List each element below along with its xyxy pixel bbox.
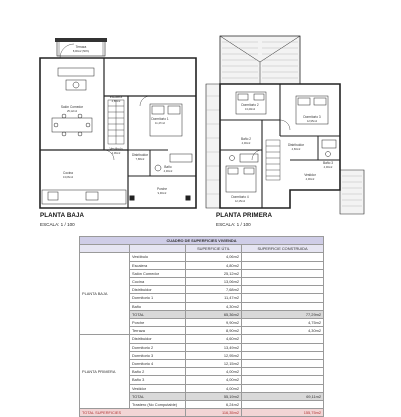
- roof-lower-right: [340, 170, 364, 214]
- room-area: 4,80m2: [111, 100, 121, 103]
- room-label: Dormitorio 3: [303, 115, 321, 119]
- room-area: 13,06m2: [62, 176, 74, 179]
- useful-value: 25,12m2: [186, 269, 242, 277]
- row-label: Escalera: [130, 261, 186, 269]
- room-label: Baño: [164, 165, 172, 169]
- first-plan-scale: ESCALA: 1 / 100: [216, 222, 251, 227]
- ground-plan-scale: ESCALA: 1 / 100: [40, 222, 75, 227]
- header-built: SUPERFICIE CONSTRUIDA: [242, 245, 324, 253]
- kitchen-furniture: [42, 190, 126, 204]
- row-label: TOTAL: [130, 310, 186, 318]
- built-value: [242, 294, 324, 302]
- built-value: 4,30m2: [242, 327, 324, 335]
- room-area: 4,60m2: [291, 148, 301, 151]
- built-value: [242, 401, 324, 409]
- room-area: 8,90m2 (50%): [72, 50, 90, 53]
- room-label: Terraza: [75, 45, 87, 49]
- room-area: 4,30m2: [163, 170, 173, 173]
- useful-value: 4,06m2: [186, 253, 242, 261]
- table-row: [80, 253, 324, 261]
- row-label: Terraza: [130, 327, 186, 335]
- header-useful: SUPERFICIE ÚTIL: [186, 245, 242, 253]
- useful-value: 8,90m2: [186, 327, 242, 335]
- row-label: Dormitorio 3: [130, 351, 186, 359]
- grand-total-built: 155,75m2: [242, 409, 324, 417]
- room-label: Porche: [156, 187, 168, 191]
- header-blank: [130, 245, 186, 253]
- useful-value: 13,49m2: [186, 343, 242, 351]
- area-table-body: [80, 237, 324, 417]
- porch-column: [130, 196, 134, 200]
- built-value: [242, 376, 324, 384]
- table-row: [80, 335, 324, 343]
- room-label: Vestíbulo: [109, 147, 123, 151]
- built-value: [242, 269, 324, 277]
- built-value: [242, 343, 324, 351]
- row-label: Dormitorio 4: [130, 360, 186, 368]
- door-swing: [252, 150, 262, 160]
- useful-value: 11,47m2: [186, 294, 242, 302]
- built-value: [242, 368, 324, 376]
- group-label: PLANTA PRIMERA: [80, 335, 130, 409]
- useful-value: 4,00m2: [186, 376, 242, 384]
- grand-total-useful: 116,35m2: [186, 409, 242, 417]
- area-table-wrap: [79, 236, 323, 416]
- row-label: Vestidor: [130, 384, 186, 392]
- row-label: Baño 3: [130, 376, 186, 384]
- built-value: [242, 351, 324, 359]
- terrace-pergola: [55, 38, 107, 42]
- built-value: [242, 360, 324, 368]
- table-title-row: [80, 237, 324, 245]
- table-grand-total-row: [80, 409, 324, 417]
- useful-value: 65,36m2: [186, 310, 242, 318]
- header-blank: [80, 245, 130, 253]
- room-label: Baño 3: [322, 161, 334, 165]
- room-area: 7,68m2: [135, 158, 145, 161]
- room-label: Salón Comedor: [60, 105, 84, 109]
- useful-value: 4,30m2: [186, 302, 242, 310]
- first-floor-plan: [206, 36, 364, 214]
- useful-value: 6,24m2: [186, 401, 242, 409]
- row-label: Dormitorio 2: [130, 343, 186, 351]
- row-label: Baño 2: [130, 368, 186, 376]
- room-area: 4,06m2: [111, 152, 121, 155]
- row-label: Baño: [130, 302, 186, 310]
- row-label: Porche: [130, 319, 186, 327]
- row-label: Trastero (No Computable): [130, 401, 186, 409]
- grand-total-label: TOTAL SUPERFICIES: [80, 409, 186, 417]
- built-value: [242, 253, 324, 261]
- row-label: Cocina: [130, 278, 186, 286]
- porch-column: [186, 196, 190, 200]
- room-area: 9,90m2: [157, 192, 167, 195]
- built-value: [242, 278, 324, 286]
- room-label: Dormitorio 4: [231, 195, 249, 199]
- useful-value: 7,68m2: [186, 286, 242, 294]
- built-value: [242, 302, 324, 310]
- useful-value: 4,00m2: [186, 384, 242, 392]
- room-area: 11,47m2: [155, 122, 165, 125]
- door-swing: [280, 120, 290, 130]
- room-area: 4,00m2: [323, 166, 333, 169]
- room-area: 4,00m2: [305, 178, 315, 181]
- room-label: Distribuidor: [131, 153, 149, 157]
- row-label: Distribuidor: [130, 335, 186, 343]
- table-header-row: [80, 245, 324, 253]
- door-swing: [140, 96, 150, 106]
- room-area: 13,49m2: [244, 108, 256, 111]
- room-label: Baño 2: [240, 137, 252, 141]
- bath-fixtures: [155, 154, 192, 171]
- room-label: Dormitorio 1: [151, 117, 169, 121]
- room-area: 4,00m2: [241, 142, 251, 145]
- built-value: 4,75m2: [242, 319, 324, 327]
- useful-value: 12,95m2: [186, 351, 242, 359]
- useful-value: 4,00m2: [186, 368, 242, 376]
- row-label: TOTAL: [130, 392, 186, 400]
- useful-value: 55,19m2: [186, 392, 242, 400]
- useful-value: 4,80m2: [186, 261, 242, 269]
- built-value: [242, 261, 324, 269]
- roof-upper: [220, 36, 300, 84]
- stair: [108, 100, 124, 144]
- group-label: PLANTA BAJA: [80, 253, 130, 335]
- room-area: 12,15m2: [234, 200, 246, 203]
- row-label: Salón Comedor: [130, 269, 186, 277]
- useful-value: 9,90m2: [186, 319, 242, 327]
- stair-first: [266, 140, 280, 180]
- built-value: 77,29m2: [242, 310, 324, 318]
- built-value: [242, 384, 324, 392]
- built-value: [242, 335, 324, 343]
- ground-plan-title: PLANTA BAJA: [40, 212, 85, 219]
- room-label: Escalera: [109, 95, 123, 99]
- room-label: Cocina: [63, 171, 73, 175]
- row-label: Dormitorio 1: [130, 294, 186, 302]
- table-title: CUADRO DE SUPERFICIES VIVIENDA: [80, 237, 324, 245]
- useful-value: 13,06m2: [186, 278, 242, 286]
- room-area: 25,12m2: [66, 110, 78, 113]
- ground-exterior-walls: [40, 58, 196, 208]
- room-label: Dormitorio 2: [241, 103, 259, 107]
- roof-lower-left: [206, 84, 220, 208]
- room-area: 12,95m2: [306, 120, 318, 123]
- row-label: Distribuidor: [130, 286, 186, 294]
- useful-value: 4,60m2: [186, 335, 242, 343]
- area-table: [79, 236, 324, 417]
- ground-floor-plan: [40, 38, 196, 208]
- built-value: [242, 286, 324, 294]
- room-label: Vestidor: [304, 173, 316, 177]
- bed-dormitorio-4: [226, 166, 256, 192]
- useful-value: 12,15m2: [186, 360, 242, 368]
- room-label: Distribuidor: [287, 143, 305, 147]
- first-plan-title: PLANTA PRIMERA: [216, 212, 273, 219]
- living-furniture: [52, 68, 94, 136]
- row-label: Vestíbulo: [130, 253, 186, 261]
- built-value: 69,11m2: [242, 392, 324, 400]
